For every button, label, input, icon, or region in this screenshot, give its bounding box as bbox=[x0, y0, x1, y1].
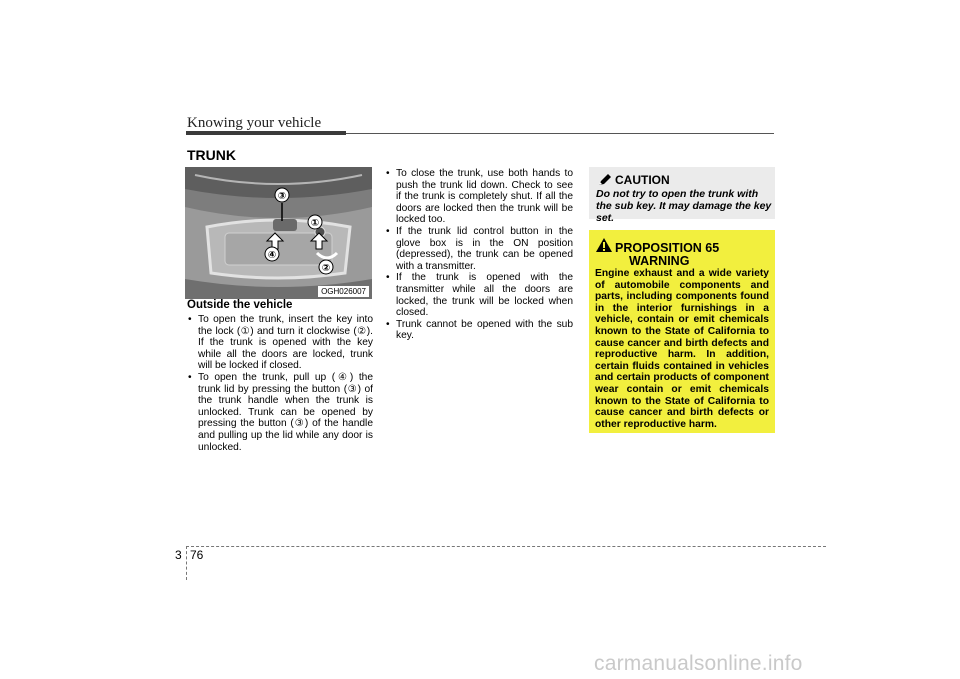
header-title: Knowing your vehicle bbox=[187, 115, 322, 131]
trunk-illustration bbox=[185, 167, 372, 299]
figure-code: OGH026007 bbox=[318, 286, 369, 297]
header-bar bbox=[186, 131, 346, 135]
list-item: • To close the trunk, use both hands to push the trunk lid down. Check to see if the trunk is completely shut. If all the doors are locked then the trunk will be locked too. bbox=[385, 168, 573, 226]
list-item: • To open the trunk, pull up (④) the trunk lid by pressing the button (③) of the trunk handle when the trunk is unlocked. Trunk can be opened by pressing the button (③) of the handle and pulling up the lid while any door is unlocked. bbox=[187, 372, 373, 453]
subheading-outside-vehicle: Outside the vehicle bbox=[187, 299, 293, 311]
callout-2: ② bbox=[321, 263, 331, 274]
warning-triangle-icon bbox=[596, 238, 612, 252]
list-item: • If the trunk lid control button in the glove box is in the ON position (depressed), the trunk can be opened with a transmitter. bbox=[385, 226, 573, 272]
chapter-number: 3 bbox=[175, 548, 182, 562]
callout-4: ④ bbox=[267, 250, 277, 261]
section-title: TRUNK bbox=[187, 147, 236, 163]
footer-vertical-divider bbox=[186, 546, 187, 580]
header-rule bbox=[346, 133, 774, 134]
warning-title bbox=[615, 242, 719, 268]
list-item: • To open the trunk, insert the key into the lock (①) and turn it clockwise (②). If the trunk is opened with the key while all the doors are locked, trunk will be locked if closed. bbox=[187, 314, 373, 372]
callout-1: ① bbox=[310, 218, 320, 229]
footer-divider bbox=[186, 546, 826, 547]
left-bullet-list bbox=[187, 314, 373, 453]
list-item: • If the trunk is opened with the transmitter while all the doors are locked, the trunk will be locked when closed. bbox=[385, 272, 573, 318]
warning-title-line1: PROPOSITION 65 bbox=[615, 241, 720, 255]
middle-bullet-list bbox=[385, 168, 573, 342]
pencil-icon bbox=[598, 174, 612, 186]
trunk-figure bbox=[185, 167, 372, 299]
warning-text: Engine exhaust and a wide variety of automobile components and parts, including components found in the interior furnishings in a vehicle, contain or emit chemicals known to the State of California to cause cancer and birth defects and reproductive harm. In addition, certain fluids contained in vehicles and certain products of component wear contain or emit chemicals known to the State of California to cause cancer and birth defects or other reproductive harm. bbox=[595, 268, 769, 430]
warning-box bbox=[589, 230, 775, 433]
watermark: carmanualsonline.info bbox=[594, 652, 803, 675]
callout-3: ③ bbox=[277, 191, 287, 202]
list-item: • Trunk cannot be opened with the sub key. bbox=[385, 319, 573, 342]
caution-title: CAUTION bbox=[615, 173, 670, 187]
caution-text: Do not try to open the trunk with the sub key. It may damage the key set. bbox=[596, 188, 772, 224]
caution-box bbox=[589, 167, 775, 224]
warning-title-line2: WARNING bbox=[629, 254, 690, 268]
page-number: 76 bbox=[190, 548, 204, 562]
